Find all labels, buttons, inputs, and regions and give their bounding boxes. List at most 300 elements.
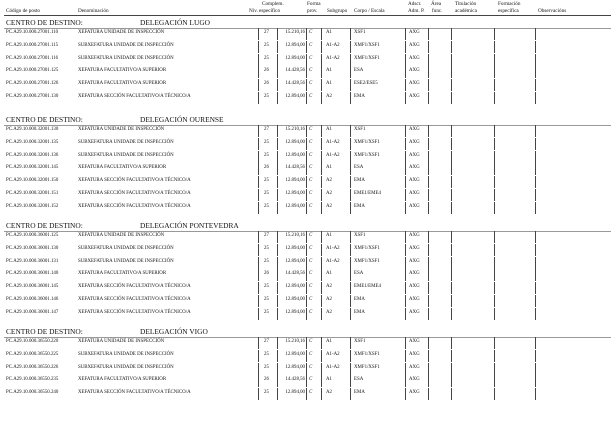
column-rule bbox=[535, 363, 536, 375]
column-rule bbox=[350, 282, 351, 294]
column-rule bbox=[350, 388, 351, 400]
header-denom: Denominación bbox=[78, 8, 109, 14]
column-rule bbox=[451, 151, 452, 163]
cell-subgrupo: A2 bbox=[326, 309, 332, 315]
table-row bbox=[0, 363, 615, 375]
column-rule bbox=[350, 163, 351, 175]
header-adscr: Adscr. bbox=[408, 1, 422, 7]
column-rule bbox=[321, 163, 322, 175]
cell-nivel: 25 bbox=[264, 309, 269, 315]
column-rule bbox=[258, 163, 259, 175]
cell-forma-provision: C bbox=[309, 152, 313, 158]
column-rule bbox=[428, 295, 429, 307]
column-rule bbox=[535, 28, 536, 40]
column-rule bbox=[535, 189, 536, 201]
table-row bbox=[0, 269, 615, 281]
column-rule bbox=[258, 79, 259, 91]
header-forma: Forma bbox=[307, 1, 321, 7]
cell-complemento: 15.210,16 bbox=[285, 127, 305, 132]
column-rule bbox=[306, 125, 307, 137]
cell-complemento: 15.210,16 bbox=[285, 339, 305, 344]
column-rule bbox=[306, 54, 307, 66]
cell-denominacion: XEFATURA FACULTATIVO/A SUPERIOR bbox=[78, 377, 167, 383]
column-rule bbox=[321, 138, 322, 150]
cell-nivel: 25 bbox=[264, 191, 269, 196]
header-observacions: Observacións bbox=[538, 8, 567, 14]
column-rule bbox=[258, 363, 259, 375]
cell-adscripcion: AXG bbox=[409, 42, 420, 48]
cell-corpo-escala: XMF1/XSF1 bbox=[354, 245, 380, 251]
column-rule bbox=[258, 337, 259, 349]
cell-subgrupo: A1-A2 bbox=[326, 245, 340, 251]
column-rule bbox=[258, 295, 259, 307]
column-rule bbox=[405, 138, 406, 150]
column-rule bbox=[306, 66, 307, 78]
cell-adscripcion: AXG bbox=[409, 390, 420, 396]
cell-forma-provision: C bbox=[309, 191, 313, 196]
cell-forma-provision: C bbox=[309, 258, 313, 264]
section-name: DELEGACIÓN VIGO bbox=[140, 327, 208, 336]
column-rule bbox=[258, 244, 259, 256]
section-label: CENTRO DE DESTINO: bbox=[6, 327, 83, 336]
column-rule bbox=[321, 295, 322, 307]
column-rule bbox=[350, 363, 351, 375]
column-rule bbox=[535, 308, 536, 320]
column-rule bbox=[258, 176, 259, 188]
table-row bbox=[0, 244, 615, 256]
column-rule bbox=[494, 151, 495, 163]
column-rule bbox=[258, 41, 259, 53]
column-rule bbox=[306, 363, 307, 375]
column-rule bbox=[428, 363, 429, 375]
section-label: CENTRO DE DESTINO: bbox=[6, 221, 83, 230]
column-rule bbox=[321, 363, 322, 375]
cell-nivel: 25 bbox=[264, 152, 269, 158]
column-rule bbox=[277, 92, 278, 104]
column-rule bbox=[350, 375, 351, 387]
cell-codigo: PC.A29.10.000.36001.146 bbox=[6, 297, 59, 302]
column-rule bbox=[494, 163, 495, 175]
cell-denominacion: SUBXEFATURA UNIDADE DE INSPECCIÓN bbox=[78, 42, 174, 48]
column-rule bbox=[405, 54, 406, 66]
column-rule bbox=[306, 138, 307, 150]
cell-adscripcion: AXG bbox=[409, 271, 420, 277]
column-rule bbox=[321, 308, 322, 320]
cell-adscripcion: AXG bbox=[409, 94, 420, 99]
column-rule bbox=[451, 295, 452, 307]
table-row bbox=[0, 231, 615, 243]
cell-nivel: 25 bbox=[264, 42, 269, 48]
cell-adscripcion: AXG bbox=[409, 139, 420, 145]
column-rule bbox=[405, 41, 406, 53]
column-rule bbox=[535, 151, 536, 163]
table-row bbox=[0, 125, 615, 137]
column-rule bbox=[405, 388, 406, 400]
section-label: CENTRO DE DESTINO: bbox=[6, 115, 83, 124]
cell-corpo-escala: EMA bbox=[354, 203, 365, 209]
column-rule bbox=[306, 28, 307, 40]
cell-forma-provision: C bbox=[309, 339, 313, 344]
column-rule bbox=[258, 388, 259, 400]
column-rule bbox=[277, 257, 278, 269]
cell-subgrupo: A1 bbox=[326, 30, 332, 35]
cell-forma-provision: C bbox=[309, 390, 313, 396]
table-row bbox=[0, 163, 615, 175]
cell-subgrupo: A1-A2 bbox=[326, 139, 340, 145]
cell-subgrupo: A1 bbox=[326, 377, 332, 383]
cell-nivel: 26 bbox=[264, 68, 269, 74]
column-rule bbox=[451, 375, 452, 387]
column-rule bbox=[277, 202, 278, 214]
cell-adscripcion: AXG bbox=[409, 351, 420, 357]
cell-denominacion: SUBXEFATURA UNIDADE DE INSPECCIÓN bbox=[78, 139, 174, 145]
column-rule bbox=[451, 244, 452, 256]
column-rule bbox=[405, 176, 406, 188]
cell-subgrupo: A1-A2 bbox=[326, 42, 340, 48]
column-rule bbox=[405, 350, 406, 362]
table-row bbox=[0, 189, 615, 201]
column-rule bbox=[405, 337, 406, 349]
cell-codigo: PC.A29.10.000.27001.115 bbox=[6, 42, 59, 48]
cell-codigo: PC.A29.10.000.27001.110 bbox=[6, 30, 59, 35]
cell-complemento: 12.894,00 bbox=[285, 203, 305, 209]
cell-codigo: PC.A29.10.000.36550.235 bbox=[6, 377, 59, 383]
column-rule bbox=[451, 189, 452, 201]
column-rule bbox=[494, 28, 495, 40]
column-rule bbox=[535, 202, 536, 214]
table-row bbox=[0, 202, 615, 214]
column-rule bbox=[428, 176, 429, 188]
column-rule bbox=[451, 125, 452, 137]
column-rule bbox=[258, 66, 259, 78]
column-rule bbox=[451, 269, 452, 281]
cell-nivel: 25 bbox=[264, 245, 269, 251]
column-rule bbox=[405, 269, 406, 281]
cell-adscripcion: AXG bbox=[409, 297, 420, 302]
cell-denominacion: XEFATURA SECCIÓN FACULTATIVO/A TÉCNICO/A bbox=[78, 390, 191, 396]
table-row bbox=[0, 41, 615, 53]
table-row bbox=[0, 295, 615, 307]
cell-subgrupo: A1 bbox=[326, 339, 332, 344]
cell-complemento: 12.894,00 bbox=[285, 152, 305, 158]
cell-nivel: 25 bbox=[264, 94, 269, 99]
column-rule bbox=[350, 244, 351, 256]
table-row bbox=[0, 28, 615, 40]
column-rule bbox=[258, 54, 259, 66]
column-rule bbox=[535, 79, 536, 91]
column-rule bbox=[321, 28, 322, 40]
column-rule bbox=[451, 363, 452, 375]
cell-complemento: 12.894,00 bbox=[285, 139, 305, 145]
cell-forma-provision: C bbox=[309, 284, 313, 290]
cell-denominacion: SUBXEFATURA UNIDADE DE INSPECCIÓN bbox=[78, 364, 174, 370]
column-rule bbox=[535, 244, 536, 256]
cell-complemento: 12.894,00 bbox=[285, 297, 305, 302]
column-rule bbox=[451, 388, 452, 400]
cell-subgrupo: A1-A2 bbox=[326, 364, 340, 370]
cell-denominacion: XEFATURA FACULTATIVO/A SUPERIOR bbox=[78, 68, 167, 74]
cell-complemento: 12.894,00 bbox=[285, 309, 305, 315]
column-rule bbox=[277, 269, 278, 281]
cell-subgrupo: A1 bbox=[326, 165, 332, 171]
column-rule bbox=[321, 375, 322, 387]
cell-codigo: PC.A29.10.000.36001.147 bbox=[6, 309, 59, 315]
column-rule bbox=[405, 189, 406, 201]
column-rule bbox=[258, 375, 259, 387]
column-rule bbox=[405, 163, 406, 175]
cell-corpo-escala: XSF1 bbox=[354, 30, 366, 35]
cell-complemento: 14.428,56 bbox=[285, 81, 305, 87]
column-rule bbox=[451, 337, 452, 349]
cell-subgrupo: A2 bbox=[326, 284, 332, 290]
cell-corpo-escala: ESA bbox=[354, 68, 364, 74]
cell-nivel: 27 bbox=[264, 339, 269, 344]
column-rule bbox=[277, 282, 278, 294]
column-rule bbox=[405, 79, 406, 91]
cell-codigo: PC.A29.10.000.27001.130 bbox=[6, 94, 59, 99]
cell-forma-provision: C bbox=[309, 42, 313, 48]
column-rule bbox=[350, 92, 351, 104]
column-rule bbox=[321, 189, 322, 201]
column-rule bbox=[535, 269, 536, 281]
cell-complemento: 12.894,00 bbox=[285, 94, 305, 99]
column-rule bbox=[494, 79, 495, 91]
cell-complemento: 12.894,00 bbox=[285, 42, 305, 48]
table-row bbox=[0, 176, 615, 188]
cell-adscripcion: AXG bbox=[409, 203, 420, 209]
cell-adscripcion: AXG bbox=[409, 364, 420, 370]
cell-forma-provision: C bbox=[309, 377, 313, 383]
column-rule bbox=[321, 79, 322, 91]
cell-codigo: PC.A29.10.000.27001.125 bbox=[6, 68, 59, 74]
column-rule bbox=[535, 163, 536, 175]
column-rule bbox=[494, 202, 495, 214]
cell-nivel: 26 bbox=[264, 271, 269, 277]
column-rule bbox=[321, 41, 322, 53]
column-rule bbox=[428, 375, 429, 387]
cell-codigo: PC.A29.10.000.32001.151 bbox=[6, 191, 59, 196]
cell-nivel: 26 bbox=[264, 81, 269, 87]
table-row bbox=[0, 79, 615, 91]
cell-nivel: 25 bbox=[264, 284, 269, 290]
column-rule bbox=[350, 54, 351, 66]
column-rule bbox=[306, 244, 307, 256]
column-rule bbox=[277, 231, 278, 243]
section-name: DELEGACIÓN LUGO bbox=[140, 18, 210, 27]
column-rule bbox=[258, 151, 259, 163]
cell-denominacion: SUBXEFATURA UNIDADE DE INSPECCIÓN bbox=[78, 245, 174, 251]
cell-subgrupo: A2 bbox=[326, 390, 332, 396]
column-rule bbox=[277, 151, 278, 163]
column-rule bbox=[451, 79, 452, 91]
header-adm-p: Adm. P. bbox=[408, 8, 425, 14]
cell-forma-provision: C bbox=[309, 68, 313, 74]
column-rule bbox=[535, 282, 536, 294]
column-rule bbox=[428, 189, 429, 201]
column-rule bbox=[451, 92, 452, 104]
section-name: DELEGACIÓN PONTEVEDRA bbox=[140, 221, 239, 230]
cell-denominacion: XEFATURA UNIDADE DE INSPECCIÓN bbox=[78, 127, 165, 132]
column-rule bbox=[494, 388, 495, 400]
cell-complemento: 14.428,56 bbox=[285, 271, 305, 277]
cell-complemento: 12.894,00 bbox=[285, 55, 305, 61]
column-rule bbox=[277, 350, 278, 362]
column-rule bbox=[451, 282, 452, 294]
cell-complemento: 12.894,00 bbox=[285, 245, 305, 251]
cell-adscripcion: AXG bbox=[409, 30, 420, 35]
cell-adscripcion: AXG bbox=[409, 309, 420, 315]
column-rule bbox=[321, 231, 322, 243]
cell-denominacion: SUBXEFATURA UNIDADE DE INSPECCIÓN bbox=[78, 351, 174, 357]
column-rule bbox=[405, 92, 406, 104]
cell-adscripcion: AXG bbox=[409, 81, 420, 87]
column-rule bbox=[494, 295, 495, 307]
column-rule bbox=[428, 79, 429, 91]
column-rule bbox=[350, 231, 351, 243]
column-rule bbox=[405, 282, 406, 294]
header-cuerpo: Corpo / Escala bbox=[354, 8, 385, 14]
cell-corpo-escala: XMF1/XSF1 bbox=[354, 42, 380, 48]
cell-adscripcion: AXG bbox=[409, 55, 420, 61]
cell-nivel: 25 bbox=[264, 139, 269, 145]
column-rule bbox=[321, 350, 322, 362]
column-rule bbox=[405, 125, 406, 137]
column-rule bbox=[428, 202, 429, 214]
cell-complemento: 14.428,56 bbox=[285, 68, 305, 74]
column-rule bbox=[350, 257, 351, 269]
column-rule bbox=[535, 350, 536, 362]
column-rule bbox=[535, 176, 536, 188]
cell-complemento: 14.428,56 bbox=[285, 377, 305, 383]
column-rule bbox=[451, 138, 452, 150]
cell-forma-provision: C bbox=[309, 309, 313, 315]
column-rule bbox=[258, 308, 259, 320]
cell-codigo: PC.A29.10.000.27001.126 bbox=[6, 81, 59, 87]
cell-denominacion: XEFATURA UNIDADE DE INSPECCIÓN bbox=[78, 233, 165, 238]
cell-denominacion: XEFATURA FACULTATIVO/A SUPERIOR bbox=[78, 81, 167, 87]
column-rule bbox=[535, 375, 536, 387]
cell-nivel: 25 bbox=[264, 258, 269, 264]
column-rule bbox=[306, 151, 307, 163]
cell-codigo: PC.A29.10.000.32001.152 bbox=[6, 203, 59, 209]
column-rule bbox=[306, 295, 307, 307]
column-rule bbox=[258, 202, 259, 214]
column-rule bbox=[451, 231, 452, 243]
column-rule bbox=[428, 244, 429, 256]
column-rule bbox=[306, 337, 307, 349]
column-rule bbox=[306, 269, 307, 281]
cell-corpo-escala: ESE2/ESE5 bbox=[354, 81, 378, 87]
cell-nivel: 27 bbox=[264, 30, 269, 35]
column-rule bbox=[277, 66, 278, 78]
cell-adscripcion: AXG bbox=[409, 245, 420, 251]
column-rule bbox=[428, 231, 429, 243]
header-academica: académica bbox=[455, 8, 477, 14]
cell-forma-provision: C bbox=[309, 139, 313, 145]
column-rule bbox=[258, 257, 259, 269]
column-rule bbox=[428, 151, 429, 163]
column-rule bbox=[428, 54, 429, 66]
column-rule bbox=[350, 125, 351, 137]
column-rule bbox=[321, 388, 322, 400]
column-rule bbox=[277, 308, 278, 320]
column-rule bbox=[277, 176, 278, 188]
table-row bbox=[0, 308, 615, 320]
cell-denominacion: XEFATURA UNIDADE DE INSPECCIÓN bbox=[78, 30, 165, 35]
header-complem: Complem. bbox=[262, 1, 284, 7]
header-titulacion: Titulación bbox=[455, 1, 477, 7]
column-rule bbox=[306, 282, 307, 294]
cell-subgrupo: A2 bbox=[326, 191, 332, 196]
column-rule bbox=[350, 350, 351, 362]
column-rule bbox=[405, 202, 406, 214]
column-rule bbox=[321, 151, 322, 163]
cell-forma-provision: C bbox=[309, 127, 313, 132]
cell-corpo-escala: EMA bbox=[354, 178, 365, 184]
cell-complemento: 12.894,00 bbox=[285, 364, 305, 370]
column-rule bbox=[350, 269, 351, 281]
cell-adscripcion: AXG bbox=[409, 127, 420, 132]
column-rule bbox=[321, 92, 322, 104]
column-rule bbox=[494, 54, 495, 66]
column-rule bbox=[494, 125, 495, 137]
column-rule bbox=[306, 79, 307, 91]
column-rule bbox=[350, 79, 351, 91]
cell-complemento: 14.428,56 bbox=[285, 165, 305, 171]
cell-subgrupo: A1-A2 bbox=[326, 258, 340, 264]
cell-nivel: 26 bbox=[264, 377, 269, 383]
cell-codigo: PC.A29.10.000.27001.116 bbox=[6, 55, 59, 61]
section-label: CENTRO DE DESTINO: bbox=[6, 18, 83, 27]
column-rule bbox=[428, 350, 429, 362]
cell-subgrupo: A1 bbox=[326, 81, 332, 87]
column-rule bbox=[306, 308, 307, 320]
cell-nivel: 26 bbox=[264, 165, 269, 171]
cell-codigo: PC.A29.10.000.36001.125 bbox=[6, 233, 59, 238]
cell-adscripcion: AXG bbox=[409, 152, 420, 158]
column-rule bbox=[428, 66, 429, 78]
column-rule bbox=[428, 138, 429, 150]
cell-adscripcion: AXG bbox=[409, 258, 420, 264]
cell-complemento: 12.894,00 bbox=[285, 284, 305, 290]
cell-denominacion: XEFATURA SECCIÓN FACULTATIVO/A TÉCNICO/A bbox=[78, 297, 191, 302]
column-rule bbox=[321, 269, 322, 281]
cell-forma-provision: C bbox=[309, 203, 313, 209]
cell-subgrupo: A2 bbox=[326, 178, 332, 184]
cell-denominacion: XEFATURA FACULTATIVO/A SUPERIOR bbox=[78, 165, 167, 171]
cell-subgrupo: A1 bbox=[326, 127, 332, 132]
cell-corpo-escala: XMF1/XSF1 bbox=[354, 55, 380, 61]
cell-forma-provision: C bbox=[309, 30, 313, 35]
table-row bbox=[0, 375, 615, 387]
cell-forma-provision: C bbox=[309, 81, 313, 87]
column-rule bbox=[258, 189, 259, 201]
column-rule bbox=[306, 257, 307, 269]
column-rule bbox=[535, 388, 536, 400]
cell-corpo-escala: XMF1/XSF1 bbox=[354, 152, 380, 158]
column-rule bbox=[428, 337, 429, 349]
column-rule bbox=[535, 125, 536, 137]
column-rule bbox=[451, 41, 452, 53]
column-rule bbox=[494, 337, 495, 349]
cell-corpo-escala: XMF1/XSF1 bbox=[354, 139, 380, 145]
cell-corpo-escala: EMA bbox=[354, 297, 365, 302]
cell-corpo-escala: XMF1/XSF1 bbox=[354, 364, 380, 370]
column-rule bbox=[350, 295, 351, 307]
column-rule bbox=[350, 337, 351, 349]
cell-codigo: PC.A29.10.000.36550.226 bbox=[6, 364, 59, 370]
cell-codigo: PC.A29.10.000.32001.136 bbox=[6, 152, 59, 158]
